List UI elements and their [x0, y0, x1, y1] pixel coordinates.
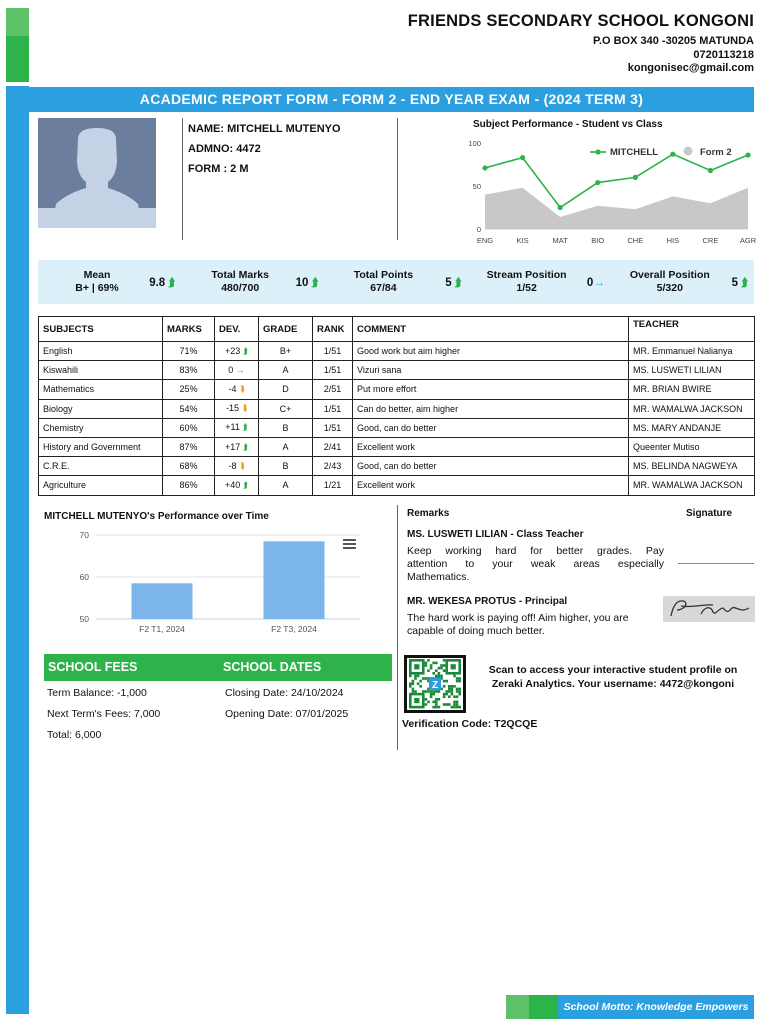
verification-code: Verification Code: T2QCQE — [402, 718, 538, 730]
school-dates-heading: SCHOOL DATES — [223, 660, 322, 674]
opening-date: Opening Date: 07/01/2025 — [225, 708, 349, 720]
summary-overall-position: Overall Position 5/320 5 ⮭ — [629, 269, 749, 294]
results-table — [38, 316, 755, 496]
cell-dev: +23 ⮭ — [215, 342, 259, 361]
table-row — [39, 361, 755, 380]
data-point — [633, 175, 638, 180]
cell-dev: -15 ⮯ — [215, 399, 259, 418]
col-grade: GRADE — [259, 317, 313, 342]
x-tick-label: BIO — [591, 236, 605, 245]
side-accent-blue — [6, 86, 29, 1014]
x-tick-label: ENG — [476, 236, 494, 245]
remarks-label: Remarks — [407, 508, 450, 519]
school-motto: School Motto: Knowledge Empowers — [563, 1001, 749, 1013]
data-point — [595, 180, 600, 185]
col-subjects: SUBJECTS — [39, 317, 163, 342]
class-teacher-remark-line-3: Mathematics. — [407, 571, 470, 583]
y-tick-label: 50 — [79, 614, 89, 624]
school-phone: 0720113218 — [693, 48, 754, 61]
cell-subject: Biology — [39, 399, 163, 418]
cell-subject: Agriculture — [39, 476, 163, 495]
summary-total-points: Total Points 67/84 5 ⮭ — [353, 269, 462, 294]
divider-info — [397, 118, 398, 240]
x-tick-label: CHE — [627, 236, 644, 245]
cell-comment: Vizuri sana — [353, 361, 629, 380]
x-tick-label: MAT — [552, 236, 568, 245]
arrow-up-icon: ⮭ — [741, 277, 749, 289]
y-tick-label: 70 — [79, 530, 89, 540]
arrow-up-icon: ⮭ — [454, 277, 462, 289]
principal-name: MR. WEKESA PROTUS - Principal — [407, 596, 568, 607]
principal-signature — [663, 596, 755, 622]
divider-bottom — [397, 505, 398, 750]
cell-marks: 25% — [163, 380, 215, 399]
student-name: NAME: MITCHELL MUTENYO — [188, 123, 341, 135]
y-tick-label: 60 — [79, 572, 89, 582]
class-teacher-signature-line — [678, 563, 754, 564]
fees-total: Total: 6,000 — [47, 729, 102, 741]
qr-code[interactable] — [404, 655, 466, 713]
summary-mean: Mean B+ | 69% 9.8 ⮭ — [75, 269, 176, 294]
cell-comment: Excellent work — [353, 437, 629, 456]
x-tick-label: KIS — [516, 236, 529, 245]
table-row — [39, 437, 755, 456]
cell-subject: History and Government — [39, 437, 163, 456]
arrow-down-icon: ⮯ — [239, 383, 245, 394]
arrow-down-icon: ⮯ — [241, 403, 247, 414]
summary-strip — [38, 260, 754, 304]
x-tick-label: F2 T1, 2024 — [139, 624, 185, 634]
closing-date: Closing Date: 24/10/2024 — [225, 687, 344, 699]
student-photo-placeholder — [38, 118, 156, 228]
legend-mitchell-marker — [595, 149, 600, 154]
cell-subject: Kiswahili — [39, 361, 163, 380]
cell-dev: -4 ⮯ — [215, 380, 259, 399]
y-tick-label: 100 — [468, 139, 481, 148]
fees-dates-bar — [44, 654, 392, 681]
class-teacher-name: MS. LUSWETI LILIAN - Class Teacher — [407, 529, 584, 540]
data-point — [520, 155, 525, 160]
student-admno: ADMNO: 4472 — [188, 143, 261, 155]
cell-dev: -8 ⮯ — [215, 457, 259, 476]
x-tick-label: CRE — [702, 236, 719, 245]
school-address: P.O BOX 340 -30205 MATUNDA — [593, 35, 754, 47]
legend-mitchell-label: MITCHELL — [610, 147, 659, 158]
cell-dev: +40 ⮭ — [215, 476, 259, 495]
cell-teacher: MS. MARY ANDANJE — [629, 418, 755, 437]
data-point — [745, 152, 750, 157]
cell-teacher: MS. LUSWETI LILIAN — [629, 361, 755, 380]
cell-comment: Good, can do better — [353, 457, 629, 476]
cell-marks: 87% — [163, 437, 215, 456]
cell-grade: B+ — [259, 342, 313, 361]
school-name: FRIENDS SECONDARY SCHOOL KONGONI — [407, 12, 754, 30]
scan-instructions: Scan to access your interactive student profile on Zeraki Analytics. Your username: 4472@kongoni — [488, 664, 738, 690]
cell-grade: A — [259, 437, 313, 456]
arrow-up-icon: ⮭ — [242, 345, 249, 356]
bar — [264, 541, 325, 619]
series-form2-area — [485, 188, 748, 229]
table-header-row — [39, 317, 755, 342]
principal-remark-line-2: capable of doing much better. — [407, 625, 545, 637]
cell-dev: +17 ⮭ — [215, 437, 259, 456]
data-point — [482, 165, 487, 170]
school-header — [408, 12, 754, 76]
x-tick-label: HIS — [666, 236, 680, 245]
class-teacher-remark-line-2: attention to your weak areas especially — [407, 558, 664, 570]
cell-marks: 86% — [163, 476, 215, 495]
data-point — [670, 152, 675, 157]
cell-rank: 1/51 — [313, 399, 353, 418]
performance-over-time-chart — [60, 524, 370, 642]
cell-grade: B — [259, 418, 313, 437]
cell-marks: 71% — [163, 342, 215, 361]
col-comment: COMMENT — [353, 317, 629, 342]
cell-rank: 1/51 — [313, 342, 353, 361]
school-fees-heading: SCHOOL FEES — [48, 660, 138, 674]
report-title: ACADEMIC REPORT FORM - FORM 2 - END YEAR EXAM - (2024 TERM 3) — [29, 87, 754, 112]
term-balance: Term Balance: -1,000 — [47, 687, 147, 699]
col-dev: DEV. — [215, 317, 259, 342]
y-tick-label: 50 — [472, 182, 481, 191]
cell-comment: Excellent work — [353, 476, 629, 495]
header-accent-green — [6, 8, 29, 82]
cell-subject: C.R.E. — [39, 457, 163, 476]
cell-teacher: MR. WAMALWA JACKSON — [629, 476, 755, 495]
arrow-up-icon: ⮭ — [168, 277, 176, 289]
hamburger-menu-icon[interactable] — [343, 539, 356, 549]
summary-stream-position: Stream Position 1/52 0→ — [486, 269, 605, 294]
summary-total-marks: Total Marks 480/700 10 ⮭ — [211, 269, 319, 294]
cell-grade: B — [259, 457, 313, 476]
cell-subject: English — [39, 342, 163, 361]
cell-rank: 2/41 — [313, 437, 353, 456]
cell-teacher: MR. BRIAN BWIRE — [629, 380, 755, 399]
cell-grade: A — [259, 476, 313, 495]
table-row — [39, 399, 755, 418]
cell-grade: A — [259, 361, 313, 380]
divider-photo — [182, 118, 183, 240]
cell-comment: Good, can do better — [353, 418, 629, 437]
cell-marks: 54% — [163, 399, 215, 418]
next-term-fees: Next Term's Fees: 7,000 — [47, 708, 161, 720]
y-tick-label: 0 — [476, 225, 481, 234]
legend-form2-marker — [684, 147, 693, 156]
cell-grade: C+ — [259, 399, 313, 418]
cell-comment: Can do better, aim higher — [353, 399, 629, 418]
cell-teacher: Queenter Mutiso — [629, 437, 755, 456]
table-row — [39, 457, 755, 476]
time-chart-title: MITCHELL MUTENYO's Performance over Time — [44, 511, 269, 522]
cell-teacher: MR. Emmanuel Nalianya — [629, 342, 755, 361]
cell-dev: +11 ⮭ — [215, 418, 259, 437]
motto-bar — [506, 995, 754, 1019]
data-point — [708, 168, 713, 173]
svg-text:Z: Z — [431, 680, 439, 691]
cell-rank: 1/51 — [313, 418, 353, 437]
table-row — [39, 418, 755, 437]
x-tick-label: AGR — [739, 236, 757, 245]
principal-remark-line-1: The hard work is paying off! Aim higher, you are — [407, 612, 629, 624]
arrow-right-icon: → — [235, 365, 245, 376]
cell-marks: 68% — [163, 457, 215, 476]
col-rank: RANK — [313, 317, 353, 342]
x-tick-label: F2 T3, 2024 — [271, 624, 317, 634]
arrow-down-icon: ⮯ — [239, 460, 245, 471]
arrow-up-icon: ⮭ — [242, 422, 248, 433]
arrow-right-icon: → — [593, 277, 605, 289]
cell-subject: Mathematics — [39, 380, 163, 399]
cell-rank: 1/21 — [313, 476, 353, 495]
cell-subject: Chemistry — [39, 418, 163, 437]
cell-comment: Put more effort — [353, 380, 629, 399]
cell-rank: 2/51 — [313, 380, 353, 399]
cell-rank: 2/43 — [313, 457, 353, 476]
arrow-up-icon: ⮭ — [242, 441, 249, 452]
col-teacher: TEACHER — [629, 317, 755, 342]
school-email: kongonisec@gmail.com — [627, 62, 754, 74]
cell-teacher: MR. WAMALWA JACKSON — [629, 399, 755, 418]
class-teacher-remark-line-1: Keep working hard for better grades. Pay — [407, 545, 664, 557]
table-row — [39, 476, 755, 495]
student-form: FORM : 2 M — [188, 163, 249, 175]
cell-dev: 0 → — [215, 361, 259, 380]
cell-comment: Good work but aim higher — [353, 342, 629, 361]
cell-grade: D — [259, 380, 313, 399]
subject-chart-title: Subject Performance - Student vs Class — [473, 119, 663, 130]
data-point — [558, 205, 563, 210]
arrow-up-icon: ⮭ — [242, 479, 249, 490]
cell-rank: 1/51 — [313, 361, 353, 380]
cell-teacher: MS. BELINDA NAGWEYA — [629, 457, 755, 476]
cell-marks: 83% — [163, 361, 215, 380]
arrow-up-icon: ⮭ — [311, 277, 319, 289]
bar — [132, 583, 193, 619]
signature-label: Signature — [686, 508, 733, 519]
cell-marks: 60% — [163, 418, 215, 437]
col-marks: MARKS — [163, 317, 215, 342]
table-row — [39, 380, 755, 399]
legend-form2-label: Form 2 — [700, 147, 732, 158]
subject-performance-chart — [462, 134, 757, 250]
table-row — [39, 342, 755, 361]
student-info — [188, 122, 341, 182]
